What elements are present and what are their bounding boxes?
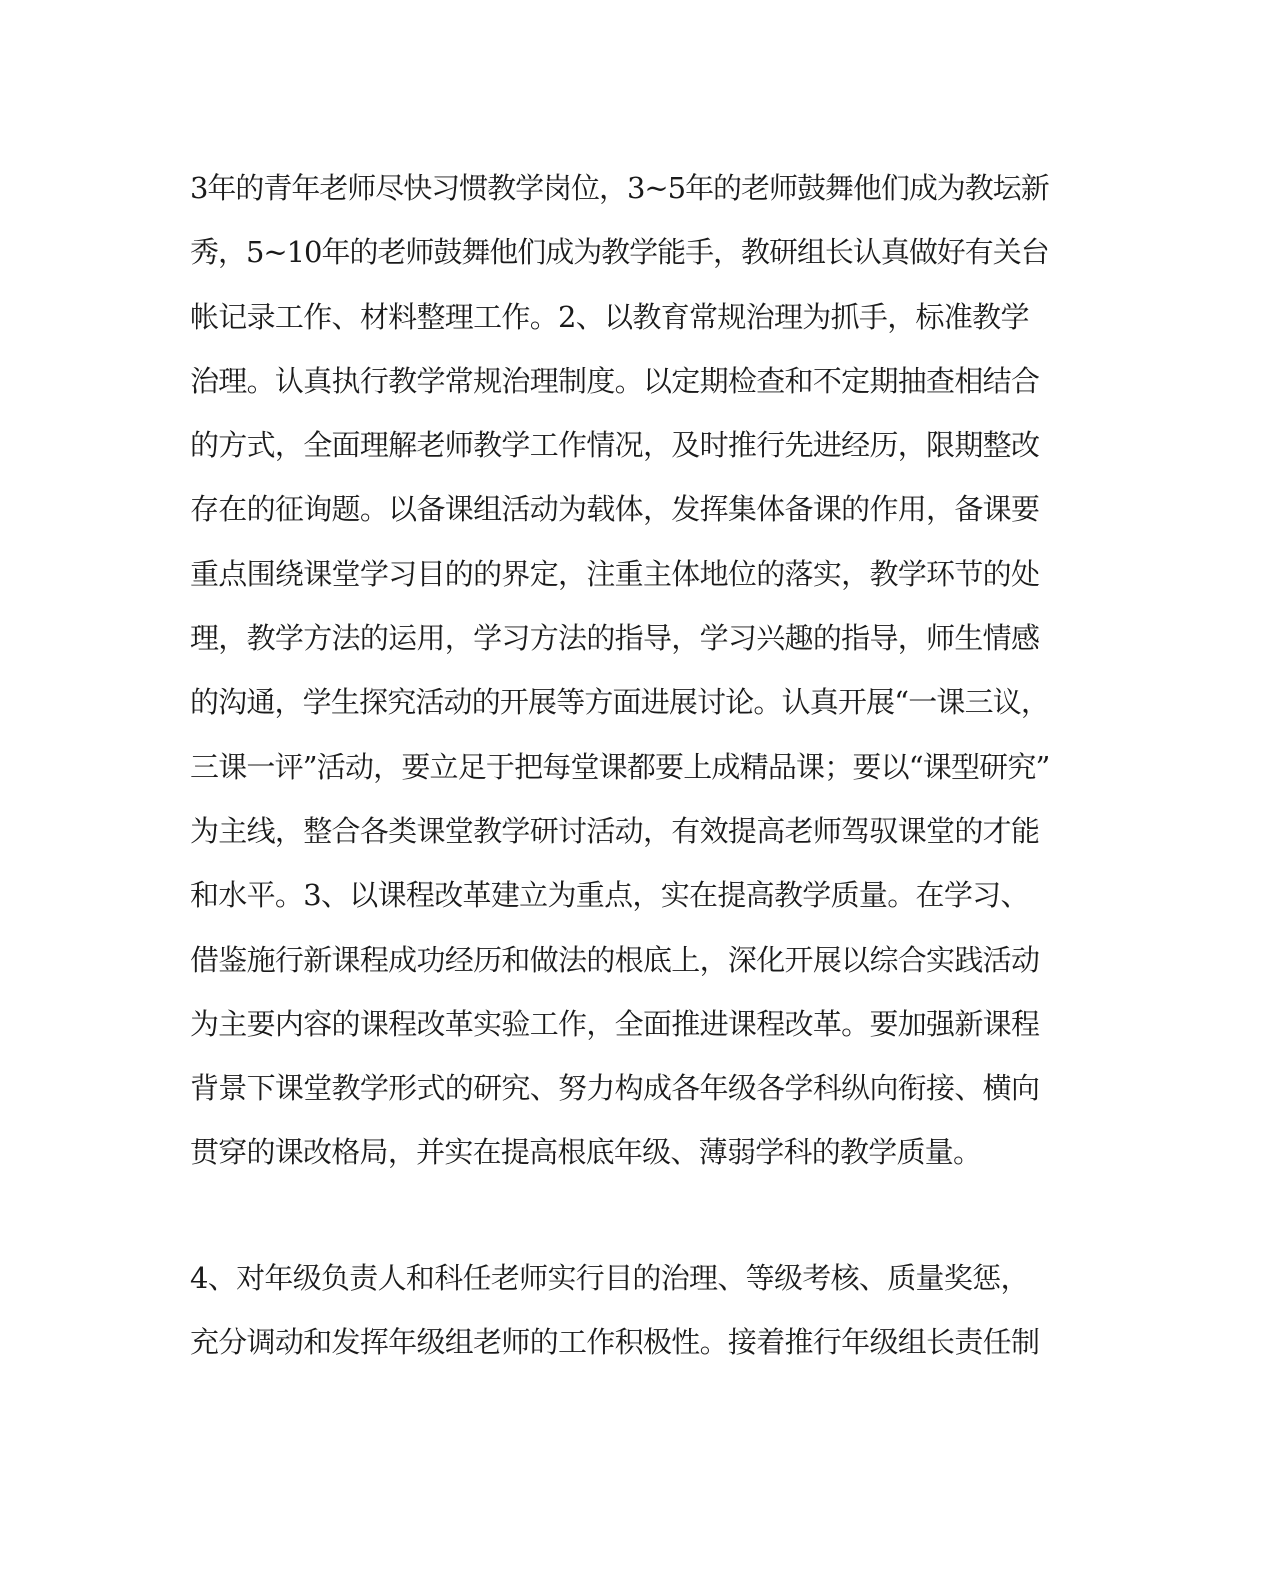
text-line: 重点围绕课堂学习目的的界定，注重主体地位的落实，教学环节的处 [190,556,1040,591]
text-line: 的方式，全面理解老师教学工作情况，及时推行先进经历，限期整改 [190,428,1040,463]
paragraph-1 [190,166,1070,1195]
text-line: 背景下课堂教学形式的研究、努力构成各年级各学科纵向衔接、横向 [190,1071,1040,1106]
text-line: 的沟通，学生探究活动的开展等方面进展讨论。认真开展“一课三议， [190,685,1050,720]
text-line: 和水平。3、以课程改革建立为重点，实在提高教学质量。在学习、 [190,878,1029,913]
text-line: 存在的征询题。以备课组活动为载体，发挥集体备课的作用，备课要 [190,492,1040,527]
text-line: 三课一评”活动，要立足于把每堂课都要上成精品课；要以“课型研究” [190,749,1050,784]
text-line: 为主要内容的课程改革实验工作，全面推进课程改革。要加强新课程 [190,1006,1040,1041]
paragraph-2 [190,1256,1070,1385]
text-line: 治理。认真执行教学常规治理制度。以定期检查和不定期抽查相结合 [190,363,1040,398]
text-line: 4、对年级负责人和科任老师实行目的治理、等级考核、质量奖惩， [190,1261,1029,1295]
text-line: 贯穿的课改格局，并实在提高根底年级、薄弱学科的教学质量。 [190,1135,982,1170]
text-line: 3年的青年老师尽快习惯教学岗位，3~5年的老师鼓舞他们成为教坛新 [190,171,1049,205]
text-line: 理，教学方法的运用，学习方法的指导，学习兴趣的指导，师生情感 [190,621,1040,656]
text-line: 充分调动和发挥年级组老师的工作积极性。接着推行年级组长责任制 [190,1325,1040,1360]
text-line: 为主线，整合各类课堂教学研讨活动，有效提高老师驾驭课堂的才能 [190,813,1040,848]
text-line: 帐记录工作、材料整理工作。2、以教育常规治理为抓手，标准教学 [190,299,1029,334]
text-line: 借鉴施行新课程成功经历和做法的根底上，深化开展以综合实践活动 [190,942,1040,977]
text-line: 秀，5~10年的老师鼓舞他们成为教学能手，教研组长认真做好有关台 [190,235,1049,270]
